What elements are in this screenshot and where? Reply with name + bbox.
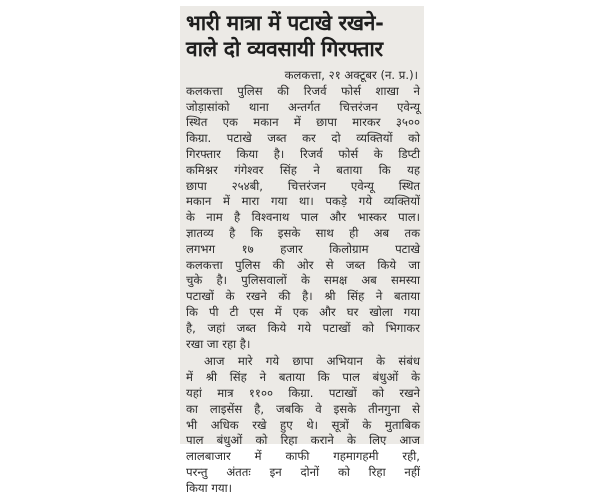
article-line: पटाखों के रखने की है। श्री सिंह ने बताया	[186, 289, 420, 304]
dateline: कलकत्ता, २१ अक्टूबर (न. प्र.)।	[284, 68, 418, 82]
article-line: किग्रा. पटाखे जब्त कर दो व्यक्तियों को	[186, 131, 420, 146]
newspaper-clipping	[180, 6, 424, 495]
article-line: गिरफ्तार किया है। रिजर्व फोर्स के डिप्टी	[186, 146, 420, 161]
article-paragraph-2	[186, 354, 420, 496]
headline-line: वाले दो व्यवसायी गिरफ्तार	[186, 37, 383, 61]
headline	[186, 10, 418, 62]
article-line: कलकत्ता पुलिस की ओर से जब्त किये जा	[186, 257, 420, 272]
article-line: स्थित एक मकान में छापा मारकर ३५००	[186, 115, 420, 130]
article-line: का लाइसेंस है, जबकि वे इसके तीनगुना से	[186, 401, 420, 416]
article-paragraph-1	[186, 84, 420, 353]
article-line: यहां मात्र ११०० किग्रा. पटाखों को रखने	[186, 385, 420, 400]
article-line: परन्तु अंततः इन दोनों को रिहा नहीं	[186, 464, 420, 479]
article-line: किया गया।	[186, 480, 232, 495]
article-line: पाल बंधुओं को रिहा कराने के लिए आज	[186, 433, 420, 448]
article-line: कि पी टी एस में एक और घर खोला गया	[186, 304, 420, 319]
headline-line: भारी मात्रा में पटाखे रखने-	[186, 11, 384, 35]
article-line: लालबाजार में काफी गहमागहमी रही,	[186, 449, 420, 464]
article-line: आज मारे गये छापा अभियान के संबंध	[204, 354, 420, 369]
article-line: जोड़ासांको थाना अन्तर्गत चित्तरंजन एवेन्यू	[186, 99, 420, 114]
article-line: रखा जा रहा है।	[186, 336, 251, 351]
article-line: कमिश्नर गंगेश्वर सिंह ने बताया कि यह	[186, 162, 420, 177]
article-line: लगभग १७ हजार किलोग्राम पटाखे	[186, 241, 420, 256]
article-line: भी अधिक रखे हुए थे। सूत्रों के मुताबिक	[186, 417, 420, 432]
article-line: है, जहां जब्त किये गये पटाखों को भिगाकर	[186, 320, 420, 335]
article-line: चुके है। पुलिसवालों के समक्ष अब समस्या	[186, 273, 420, 288]
article-line: मकान में मारा गया था। पकड़े गये व्यक्तियों	[186, 194, 420, 209]
article-line: के नाम है विश्वनाथ पाल और भास्कर पाल।	[186, 210, 420, 225]
article-line: में श्री सिंह ने बताया कि पाल बंधुओं के	[186, 370, 420, 385]
article-line: ज्ञातव्य है कि इसके साथ ही अब तक	[186, 225, 420, 240]
article-line: कलकत्ता पुलिस की रिजर्व फोर्स शाखा ने	[186, 83, 420, 98]
article-line: छापा २५४बी, चित्तरंजन एवेन्यू स्थित	[186, 178, 420, 193]
